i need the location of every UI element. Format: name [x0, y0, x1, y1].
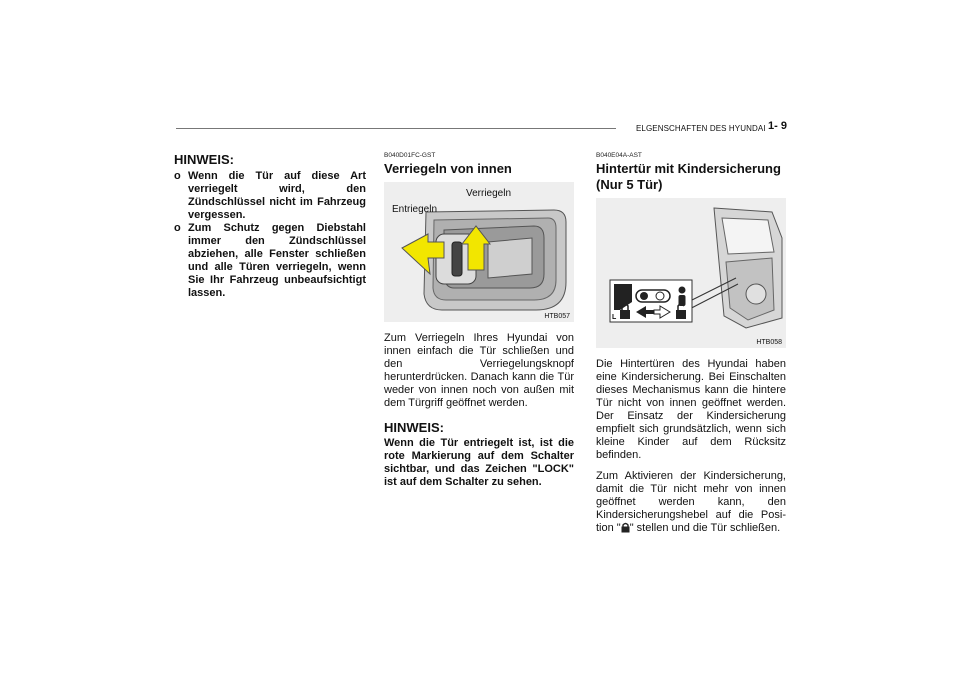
section-heading: Verriegeln von innen [384, 161, 512, 176]
section-heading: Hintertür mit Kindersicherung [596, 161, 781, 176]
child-lock-figure [596, 198, 786, 348]
section-code: B040E04A-AST [596, 152, 642, 159]
body-paragraph: Die Hintertüren des Hyundai haben eine Kindersicherung. Bei Einschalten dieses Mechanismus kann die hintere Tür nicht von innen geöffnet werden. Der Einsatz der Kindersicherung empfielt sich grundsätzlich, wenn sich kleine Kinder auf dem Rücksitz befinden. [596, 358, 786, 461]
body-paragraph: Zum Aktivieren der Kindersicherung, damit die Tür nicht mehr von innen geöffnet werden kann, den Kindersicherungshebel auf die Posi-tion " " stellen und die Tür schließen. [596, 470, 786, 534]
header-rule [176, 128, 616, 129]
section-title: ELGENSCHAFTEN DES HYUNDAI [636, 124, 766, 133]
note-heading: HINWEIS: [174, 152, 234, 167]
left-note [174, 152, 366, 300]
section-subheading: (Nur 5 Tür) [596, 177, 663, 192]
label-lock: Verriegeln [466, 188, 512, 199]
note-item: o Zum Schutz gegen Diebstahl immer den Zündschlüssel abziehen, alle Fenster schließen und alle Türen verriegeln, wenn Sie Ihr Fahrzeug unbeaufsichtigt lassen. [174, 222, 366, 299]
door-handle-figure [384, 182, 574, 322]
door-handle-illustration [384, 182, 574, 322]
section-code: B040D01FC-GST [384, 152, 436, 159]
right-column [596, 152, 786, 535]
note-list [174, 170, 366, 300]
label-l: L [612, 314, 617, 321]
label-unlock: Entriegeln [392, 204, 438, 215]
lock-icon [621, 522, 630, 533]
page-number: 1- 9 [768, 120, 787, 132]
middle-column [384, 152, 574, 489]
figure-code: HTB057 [544, 313, 570, 320]
note-heading: HINWEIS: [384, 420, 444, 435]
child-icon [679, 287, 686, 307]
figure-code: HTB058 [756, 339, 782, 346]
body-paragraph: Zum Verriegeln Ihres Hyundai von innen einfach die Tür schließen und den Verriegelungsknopf herunterdrücken. Danach kann die Tür weder von innen noch von außen mit dem Türgriff geöffnet werden. [384, 332, 574, 409]
note-item: o Wenn die Tür auf diese Art verriegelt wird, den Zündschlüssel nicht im Fahrzeug vergessen. [174, 170, 366, 221]
rear-door-illustration [596, 198, 786, 348]
note-text: Wenn die Tür entriegelt ist, ist die rote Markierung auf dem Schalter sichtbar, und das Zeichen "LOCK" ist auf dem Schalter zu sehen. [384, 437, 574, 488]
